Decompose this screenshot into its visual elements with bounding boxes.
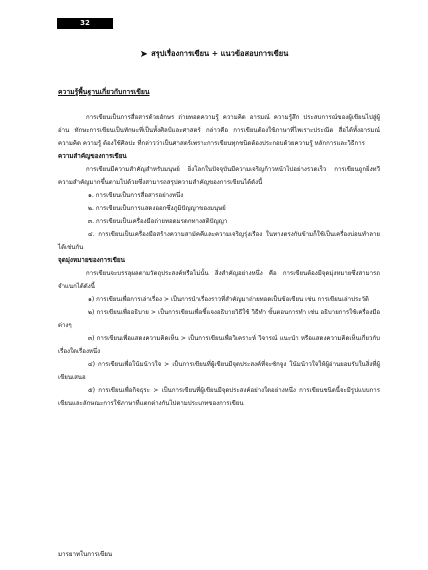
document-body: [58, 86, 380, 410]
importance-item: ๔. การเขียนเป็นเครื่องมือสร้างความสามัคคีและความเจริญรุ่งเรือง ในทางตรงกันข้ามก็ใช้เป็นเครื่องบ่อนทำลายได้เช่นกัน: [58, 231, 380, 251]
purpose-item: ๔) การเขียนเพื่อโน้มน้าวใจ > เป็นการเขียนที่ผู้เขียนมีจุดประสงค์ที่จะชักจูง โน้มน้าวใจให้ผู้อ่านยอมรับในสิ่งที่ผู้เขียนเสนอ: [58, 361, 380, 381]
section-heading: ความรู้พื้นฐานเกี่ยวกับการเขียน: [58, 88, 150, 96]
purpose-item: ๒) การเขียนเพื่ออธิบาย > เป็นการเขียนเพื่อชี้แจงอธิบายวิธีใช้ วิธีทำ ขั้นตอนการทำ เช่น อธิบายการใช้เครื่องมือต่างๆ: [58, 309, 380, 329]
importance-heading: ความสำคัญของการเขียน: [58, 153, 127, 160]
intro-paragraph: การเขียนเป็นการสื่อสารด้วยอักษร ถ่ายทอดความรู้ ความคิด อารมณ์ ความรู้สึก ประสบการณ์ของผู้เขียนไปสู่ผู้อ่าน ทักษะการเขียนเป็นทักษะที่เป็นทั้งศิลป์และศาสตร์ กล่าวคือ การเขียนต้องใช้ภาษาที่ไพเราะประณีต สื่อได้ทั้งอารมณ์ ความคิด ความรู้ ต้องใช้ศิลปะ ที่กล่าวว่าเป็นศาสตร์เพราะการเขียนทุกชนิดต้องประกอบด้วยความรู้ หลักการและวิธีการ: [58, 114, 380, 147]
importance-paragraph: การเขียนมีความสำคัญสำหรับมนุษย์ ยิ่งโลกในปัจจุบันมีความเจริญก้าวหน้าไปอย่างรวดเร็ว การเขียนถูกยิ่งทวีความสำคัญมากขึ้นตามไปด้วยซึ่งสามารถสรุปความสำคัญของการเขียนได้ดังนี้: [58, 166, 380, 186]
purpose-paragraph: การเขียนจะบรรลุผลตามวัตถุประสงค์หรือไม่นั้น สิ่งสำคัญอย่างหนึ่ง คือ การเขียนต้องมีจุดมุ่งหมายซึ่งสามารถจำแนกได้ดังนี้: [58, 270, 380, 290]
purpose-item: ๓) การเขียนเพื่อแสดงความคิดเห็น > เป็นการเขียนเพื่อวิเคราะห์ วิจารณ์ แนะนำ หรือแสดงความคิดเห็นเกี่ยวกับเรื่องใดเรื่องหนึ่ง: [58, 335, 380, 355]
purpose-item: ๑) การเขียนเพื่อการเล่าเรื่อง > เป็นการนำเรื่องราวที่สำคัญมาถ่ายทอดเป็นข้อเขียน เช่น การเขียนเล่าประวัติ: [88, 296, 369, 303]
importance-item: ๒. การเขียนเป็นการแสดงออกซึ่งภูมิปัญญาของมนุษย์: [88, 205, 226, 212]
purpose-item: ๕) การเขียนเพื่อกิจธุระ > เป็นการเขียนที่ผู้เขียนมีจุดประสงค์อย่างใดอย่างหนึ่ง การเขียนชนิดนี้จะมีรูปแบบการเขียนและลักษณะการใช้ภาษาที่แตกต่างกันไปตามประเภทของการเขียน: [58, 387, 380, 407]
page-number: 32: [57, 18, 113, 29]
page-title-text: สรุปเรื่องการเขียน + แนวข้อสอบการเขียน: [151, 49, 289, 58]
footer-heading: มารยาทในการเขียน: [58, 551, 113, 558]
purpose-heading: จุดมุ่งหมายของการเขียน: [58, 257, 125, 264]
importance-item: ๑. การเขียนเป็นการสื่อสารอย่างหนึ่ง: [88, 192, 184, 199]
importance-item: ๓. การเขียนเป็นเครื่องมือถ่ายทอดมรดกทางสติปัญญา: [88, 218, 228, 225]
arrow-bullet-icon: ➤: [139, 49, 149, 60]
page-title: [0, 48, 428, 60]
